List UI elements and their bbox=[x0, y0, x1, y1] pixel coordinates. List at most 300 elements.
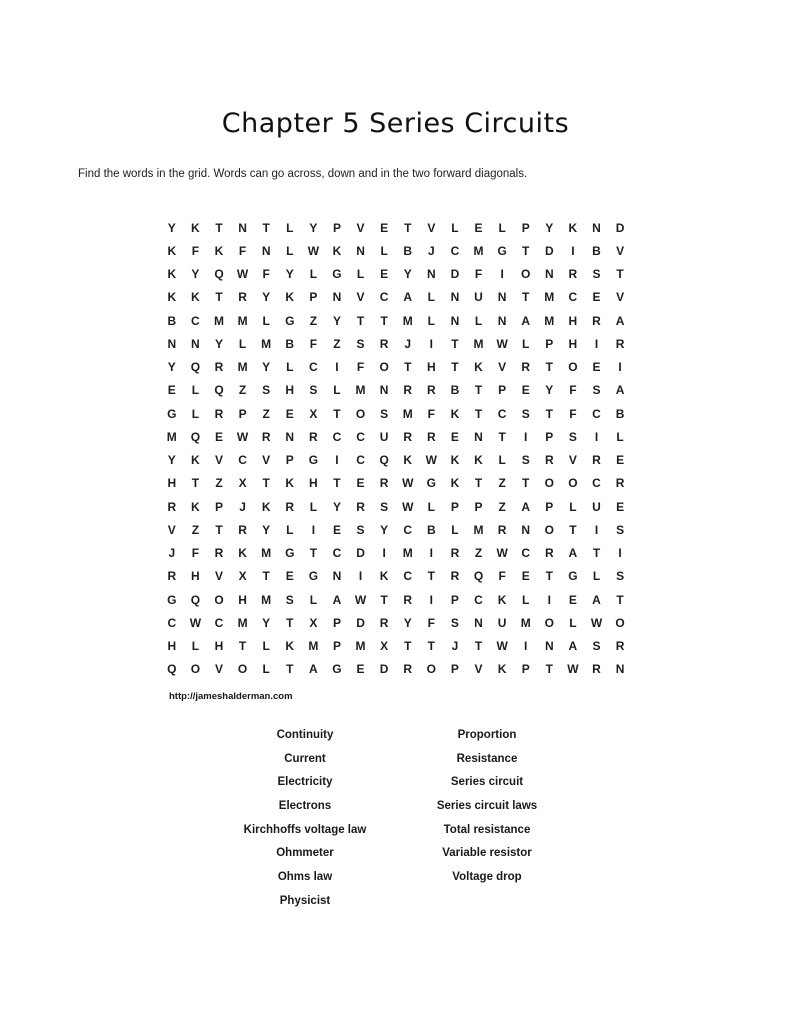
grid-letter: M bbox=[402, 313, 413, 328]
grid-letter: Y bbox=[167, 453, 176, 468]
grid-letter: V bbox=[616, 290, 625, 305]
grid-letter: V bbox=[214, 569, 223, 584]
grid-letter: L bbox=[286, 220, 294, 235]
grid-letter: C bbox=[474, 592, 483, 607]
grid-letter: V bbox=[568, 453, 577, 468]
word-list-right bbox=[412, 724, 562, 890]
grid-letter: Y bbox=[403, 267, 412, 282]
grid-letter: V bbox=[214, 453, 223, 468]
grid-letter: N bbox=[450, 313, 460, 328]
grid-letter: D bbox=[379, 662, 389, 677]
grid-letter: I bbox=[500, 267, 504, 282]
grid-letter: I bbox=[524, 639, 528, 654]
grid-letter: T bbox=[451, 336, 459, 351]
grid-letter: I bbox=[618, 546, 622, 561]
word-list-item: Series circuit laws bbox=[436, 800, 538, 813]
grid-letter: C bbox=[191, 313, 200, 328]
grid-letter: R bbox=[592, 313, 601, 328]
grid-letter: T bbox=[569, 522, 577, 537]
grid-letter: H bbox=[285, 383, 295, 398]
grid-letter: I bbox=[311, 522, 316, 537]
grid-letter: R bbox=[426, 383, 436, 398]
grid-letter: N bbox=[238, 220, 247, 235]
grid-letter: O bbox=[568, 360, 578, 375]
grid-letter: F bbox=[569, 406, 577, 421]
grid-letter: P bbox=[285, 453, 294, 468]
grid-letter: A bbox=[309, 662, 318, 677]
grid-letter: B bbox=[285, 336, 295, 351]
grid-letter: Z bbox=[474, 546, 483, 561]
grid-letter: M bbox=[237, 313, 248, 328]
grid-letter: R bbox=[592, 453, 601, 468]
grid-letter: G bbox=[167, 592, 177, 607]
grid-letter: L bbox=[427, 499, 435, 514]
grid-letter: K bbox=[285, 290, 295, 305]
grid-letter: E bbox=[521, 383, 530, 398]
grid-letter: T bbox=[309, 546, 318, 561]
grid-letter: K bbox=[167, 267, 177, 282]
grid-letter: Z bbox=[262, 406, 270, 421]
grid-letter: M bbox=[355, 639, 366, 654]
grid-letter: A bbox=[521, 313, 531, 328]
grid-letter: J bbox=[168, 546, 176, 561]
grid-letter: S bbox=[285, 592, 294, 607]
grid-letter: R bbox=[615, 639, 625, 654]
grid-letter: T bbox=[474, 383, 483, 398]
grid-letter: T bbox=[262, 220, 270, 235]
grid-letter: M bbox=[261, 336, 272, 351]
grid-letter: N bbox=[474, 615, 483, 630]
grid-letter: V bbox=[498, 360, 507, 375]
grid-letter: Y bbox=[262, 290, 271, 305]
grid-letter: E bbox=[616, 499, 625, 514]
grid-letter: D bbox=[450, 267, 460, 282]
grid-letter: F bbox=[427, 406, 435, 421]
grid-letter: N bbox=[544, 267, 554, 282]
grid-letter: L bbox=[451, 220, 459, 235]
grid-letter: O bbox=[568, 476, 578, 491]
grid-letter: P bbox=[474, 499, 483, 514]
word-list-item: Series circuit bbox=[450, 776, 524, 789]
grid-letter: I bbox=[429, 546, 433, 561]
grid-letter: T bbox=[286, 662, 294, 677]
grid-letter: L bbox=[498, 220, 506, 235]
grid-letter: F bbox=[427, 615, 435, 630]
grid-letter: L bbox=[451, 522, 459, 537]
grid-letter: Q bbox=[167, 662, 177, 677]
grid-letter: T bbox=[522, 290, 530, 305]
grid-letter: L bbox=[592, 569, 601, 584]
grid-letter: N bbox=[521, 522, 531, 537]
grid-letter: U bbox=[592, 499, 601, 514]
grid-letter: R bbox=[450, 569, 460, 584]
grid-letter: B bbox=[426, 522, 436, 537]
grid-letter: T bbox=[616, 592, 624, 607]
grid-letter: R bbox=[403, 429, 413, 444]
grid-letter: E bbox=[592, 290, 601, 305]
grid-letter: W bbox=[236, 429, 249, 444]
grid-letter: K bbox=[450, 406, 460, 421]
grid-letter: O bbox=[544, 522, 554, 537]
grid-letter: F bbox=[191, 546, 200, 561]
grid-letter: H bbox=[568, 313, 578, 328]
grid-letter: R bbox=[238, 290, 247, 305]
grid-letter: T bbox=[545, 662, 553, 677]
grid-letter: L bbox=[262, 313, 270, 328]
grid-letter: F bbox=[262, 267, 270, 282]
grid-letter: L bbox=[262, 639, 270, 654]
word-list-item: Current bbox=[284, 752, 326, 765]
grid-letter: H bbox=[214, 639, 224, 654]
grid-letter: L bbox=[569, 615, 577, 630]
grid-letter: R bbox=[544, 453, 554, 468]
grid-letter: Y bbox=[545, 220, 554, 235]
grid-letter: F bbox=[569, 383, 577, 398]
grid-letter: E bbox=[356, 476, 365, 491]
grid-letter: D bbox=[356, 546, 365, 561]
grid-letter: D bbox=[615, 220, 625, 235]
word-list-item: Continuity bbox=[276, 729, 334, 741]
grid-letter: R bbox=[426, 429, 436, 444]
grid-letter: T bbox=[545, 569, 553, 584]
grid-letter: Q bbox=[473, 569, 484, 584]
grid-letter: T bbox=[522, 243, 530, 258]
grid-letter: L bbox=[427, 290, 435, 305]
grid-letter: W bbox=[590, 615, 603, 630]
grid-letter: L bbox=[309, 499, 318, 514]
grid-letter: L bbox=[616, 429, 624, 444]
grid-letter: S bbox=[380, 499, 389, 514]
grid-letter: Y bbox=[380, 522, 389, 537]
word-list-item: Resistance bbox=[456, 752, 518, 765]
grid-letter: A bbox=[403, 290, 413, 305]
grid-letter: J bbox=[451, 639, 459, 654]
grid-letter: C bbox=[332, 546, 342, 561]
grid-letter: P bbox=[309, 290, 318, 305]
grid-letter: E bbox=[167, 383, 176, 398]
grid-letter: C bbox=[356, 429, 365, 444]
grid-letter: Z bbox=[498, 476, 506, 491]
grid-letter: E bbox=[616, 453, 625, 468]
grid-letter: K bbox=[474, 360, 483, 375]
grid-letter: F bbox=[309, 336, 318, 351]
grid-letter: C bbox=[568, 290, 578, 305]
grid-letter: V bbox=[356, 220, 365, 235]
grid-letter: V bbox=[262, 453, 271, 468]
grid-letter: R bbox=[261, 429, 271, 444]
grid-letter: J bbox=[427, 243, 435, 258]
grid-letter: N bbox=[332, 569, 342, 584]
grid-letter: L bbox=[522, 336, 530, 351]
grid-letter: Q bbox=[190, 360, 201, 375]
grid-letter: S bbox=[356, 522, 365, 537]
grid-letter: I bbox=[524, 429, 528, 444]
word-search-grid bbox=[160, 216, 632, 681]
grid-letter: L bbox=[498, 453, 506, 468]
grid-letter: X bbox=[238, 476, 247, 491]
grid-letter: Y bbox=[545, 383, 554, 398]
grid-letter: T bbox=[333, 406, 341, 421]
grid-letter: B bbox=[615, 406, 625, 421]
grid-letter: S bbox=[309, 383, 318, 398]
grid-letter: Q bbox=[214, 383, 224, 398]
grid-letter: K bbox=[261, 499, 271, 514]
grid-letter: W bbox=[402, 499, 414, 514]
grid-letter: Y bbox=[309, 220, 318, 235]
grid-letter: O bbox=[426, 662, 436, 677]
grid-letter: M bbox=[473, 243, 484, 258]
grid-letter: I bbox=[429, 336, 433, 351]
grid-letter: P bbox=[545, 429, 554, 444]
grid-letter: R bbox=[497, 522, 507, 537]
grid-letter: M bbox=[261, 592, 272, 607]
grid-letter: I bbox=[335, 360, 339, 375]
grid-letter: H bbox=[191, 569, 200, 584]
grid-letter: N bbox=[261, 243, 271, 258]
grid-letter: Y bbox=[214, 336, 223, 351]
grid-letter: K bbox=[167, 290, 177, 305]
grid-letter: I bbox=[429, 592, 433, 607]
grid-letter: M bbox=[473, 522, 484, 537]
grid-letter: T bbox=[404, 639, 412, 654]
grid-letter: L bbox=[522, 592, 530, 607]
grid-letter: L bbox=[262, 662, 270, 677]
grid-letter: K bbox=[497, 592, 507, 607]
grid-letter: T bbox=[238, 639, 247, 654]
grid-letter: N bbox=[167, 336, 177, 351]
grid-letter: Y bbox=[167, 360, 176, 375]
grid-letter: M bbox=[520, 615, 531, 630]
word-list-item: Kirchhoffs voltage law bbox=[243, 823, 367, 836]
grid-letter: J bbox=[239, 499, 246, 514]
grid-letter: B bbox=[167, 313, 177, 328]
grid-letter: T bbox=[380, 313, 388, 328]
word-list-item: Voltage drop bbox=[452, 871, 522, 884]
grid-letter: O bbox=[521, 267, 531, 282]
grid-letter: R bbox=[379, 336, 389, 351]
grid-letter: N bbox=[615, 662, 625, 677]
grid-letter: T bbox=[592, 546, 601, 561]
grid-letter: P bbox=[545, 499, 554, 514]
grid-letter: A bbox=[521, 499, 531, 514]
grid-letter: S bbox=[450, 615, 459, 630]
grid-letter: Z bbox=[191, 522, 200, 537]
grid-letter: P bbox=[332, 615, 341, 630]
grid-letter: K bbox=[191, 220, 200, 235]
grid-letter: Z bbox=[238, 383, 247, 398]
grid-letter: O bbox=[544, 476, 554, 491]
grid-letter: N bbox=[450, 290, 460, 305]
grid-letter: N bbox=[497, 290, 507, 305]
grid-letter: A bbox=[592, 592, 601, 607]
grid-letter: U bbox=[379, 429, 389, 444]
grid-letter: G bbox=[332, 662, 342, 677]
word-list-item: Proportion bbox=[457, 729, 517, 741]
word-list-item: Electricity bbox=[277, 776, 333, 789]
grid-letter: P bbox=[332, 220, 341, 235]
grid-letter: G bbox=[167, 406, 177, 421]
grid-letter: K bbox=[191, 290, 200, 305]
grid-letter: W bbox=[354, 592, 367, 607]
grid-letter: C bbox=[497, 406, 507, 421]
grid-letter: Z bbox=[498, 499, 506, 514]
grid-letter: T bbox=[522, 476, 530, 491]
grid-letter: M bbox=[402, 546, 413, 561]
grid-letter: K bbox=[497, 662, 507, 677]
grid-letter: E bbox=[380, 267, 389, 282]
grid-letter: F bbox=[238, 243, 247, 258]
grid-letter: R bbox=[403, 662, 413, 677]
grid-letter: L bbox=[569, 499, 577, 514]
grid-letter: H bbox=[568, 336, 578, 351]
grid-letter: K bbox=[474, 453, 483, 468]
grid-letter: W bbox=[496, 546, 508, 561]
grid-letter: I bbox=[594, 336, 599, 351]
grid-letter: M bbox=[237, 360, 248, 375]
grid-letter: I bbox=[594, 429, 599, 444]
grid-letter: N bbox=[592, 220, 601, 235]
grid-letter: R bbox=[167, 499, 177, 514]
grid-letter: R bbox=[544, 546, 554, 561]
grid-letter: M bbox=[473, 336, 484, 351]
grid-letter: M bbox=[355, 383, 366, 398]
grid-letter: G bbox=[332, 267, 342, 282]
grid-letter: L bbox=[380, 243, 388, 258]
grid-letter: R bbox=[214, 360, 224, 375]
grid-letter: X bbox=[380, 639, 389, 654]
grid-letter: T bbox=[333, 476, 341, 491]
grid-letter: S bbox=[592, 639, 601, 654]
grid-letter: N bbox=[497, 313, 507, 328]
grid-letter: E bbox=[332, 522, 341, 537]
grid-letter: X bbox=[309, 406, 318, 421]
grid-letter: C bbox=[521, 546, 531, 561]
grid-letter: C bbox=[309, 360, 318, 375]
grid-letter: B bbox=[403, 243, 413, 258]
grid-letter: R bbox=[167, 569, 177, 584]
grid-letter: T bbox=[498, 429, 506, 444]
grid-letter: C bbox=[592, 406, 601, 421]
grid-letter: R bbox=[592, 662, 601, 677]
grid-letter: K bbox=[214, 243, 224, 258]
grid-letter: O bbox=[379, 360, 389, 375]
grid-letter: L bbox=[286, 360, 294, 375]
grid-letter: T bbox=[215, 220, 223, 235]
grid-letter: I bbox=[358, 569, 363, 584]
grid-letter: O bbox=[544, 615, 554, 630]
grid-letter: K bbox=[450, 453, 460, 468]
grid-letter: M bbox=[213, 313, 224, 328]
grid-letter: T bbox=[215, 290, 223, 305]
grid-letter: P bbox=[450, 499, 459, 514]
page-title: Chapter 5 Series Circuits bbox=[221, 108, 570, 139]
grid-letter: N bbox=[356, 243, 365, 258]
grid-letter: N bbox=[426, 267, 436, 282]
grid-letter: L bbox=[191, 639, 200, 654]
grid-letter: E bbox=[356, 662, 365, 677]
grid-letter: V bbox=[427, 220, 436, 235]
grid-letter: N bbox=[474, 429, 483, 444]
grid-letter: C bbox=[403, 522, 413, 537]
grid-letter: I bbox=[382, 546, 386, 561]
grid-letter: G bbox=[426, 476, 436, 491]
grid-letter: Q bbox=[190, 429, 201, 444]
grid-letter: H bbox=[309, 476, 318, 491]
grid-letter: P bbox=[450, 662, 459, 677]
grid-letter: L bbox=[427, 313, 435, 328]
grid-letter: P bbox=[450, 592, 459, 607]
grid-letter: R bbox=[214, 546, 224, 561]
grid-letter: L bbox=[474, 313, 483, 328]
grid-letter: S bbox=[262, 383, 271, 398]
grid-letter: F bbox=[474, 267, 483, 282]
grid-letter: M bbox=[544, 290, 555, 305]
grid-letter: S bbox=[616, 569, 625, 584]
grid-letter: W bbox=[496, 639, 508, 654]
grid-letter: D bbox=[356, 615, 365, 630]
grid-letter: E bbox=[285, 406, 294, 421]
grid-letter: K bbox=[332, 243, 342, 258]
grid-letter: G bbox=[285, 546, 295, 561]
grid-letter: R bbox=[403, 592, 413, 607]
grid-letter: X bbox=[238, 569, 247, 584]
grid-letter: N bbox=[191, 336, 200, 351]
grid-letter: M bbox=[308, 639, 319, 654]
grid-letter: O bbox=[190, 662, 201, 677]
grid-letter: F bbox=[356, 360, 365, 375]
grid-letter: T bbox=[356, 313, 365, 328]
grid-letter: W bbox=[567, 662, 579, 677]
grid-letter: P bbox=[332, 639, 341, 654]
grid-letter: T bbox=[474, 476, 483, 491]
grid-letter: K bbox=[191, 499, 200, 514]
grid-letter: L bbox=[191, 383, 200, 398]
grid-letter: C bbox=[167, 615, 177, 630]
grid-letter: L bbox=[238, 336, 247, 351]
grid-letter: Y bbox=[332, 313, 341, 328]
grid-letter: P bbox=[238, 406, 247, 421]
grid-letter: E bbox=[592, 360, 601, 375]
grid-letter: O bbox=[237, 662, 248, 677]
grid-letter: R bbox=[214, 406, 224, 421]
grid-letter: K bbox=[191, 453, 200, 468]
grid-letter: R bbox=[615, 476, 625, 491]
grid-letter: L bbox=[333, 383, 341, 398]
grid-letter: S bbox=[616, 522, 625, 537]
grid-letter: W bbox=[425, 453, 437, 468]
grid-letter: R bbox=[379, 476, 389, 491]
grid-letter: Y bbox=[403, 615, 412, 630]
grid-letter: Y bbox=[285, 267, 294, 282]
word-list-item: Physicist bbox=[279, 894, 331, 907]
grid-letter: T bbox=[286, 615, 294, 630]
grid-letter: M bbox=[237, 615, 248, 630]
grid-letter: P bbox=[545, 336, 554, 351]
grid-letter: M bbox=[166, 429, 177, 444]
grid-letter: I bbox=[618, 360, 622, 375]
grid-letter: H bbox=[426, 360, 436, 375]
grid-letter: N bbox=[285, 429, 295, 444]
word-list-item: Electrons bbox=[278, 800, 332, 813]
grid-letter: K bbox=[403, 453, 413, 468]
grid-letter: E bbox=[568, 592, 577, 607]
grid-letter: L bbox=[286, 243, 294, 258]
grid-letter: S bbox=[568, 429, 577, 444]
grid-letter: J bbox=[404, 336, 412, 351]
grid-letter: N bbox=[379, 383, 389, 398]
grid-letter: B bbox=[592, 243, 601, 258]
grid-letter: M bbox=[544, 313, 555, 328]
